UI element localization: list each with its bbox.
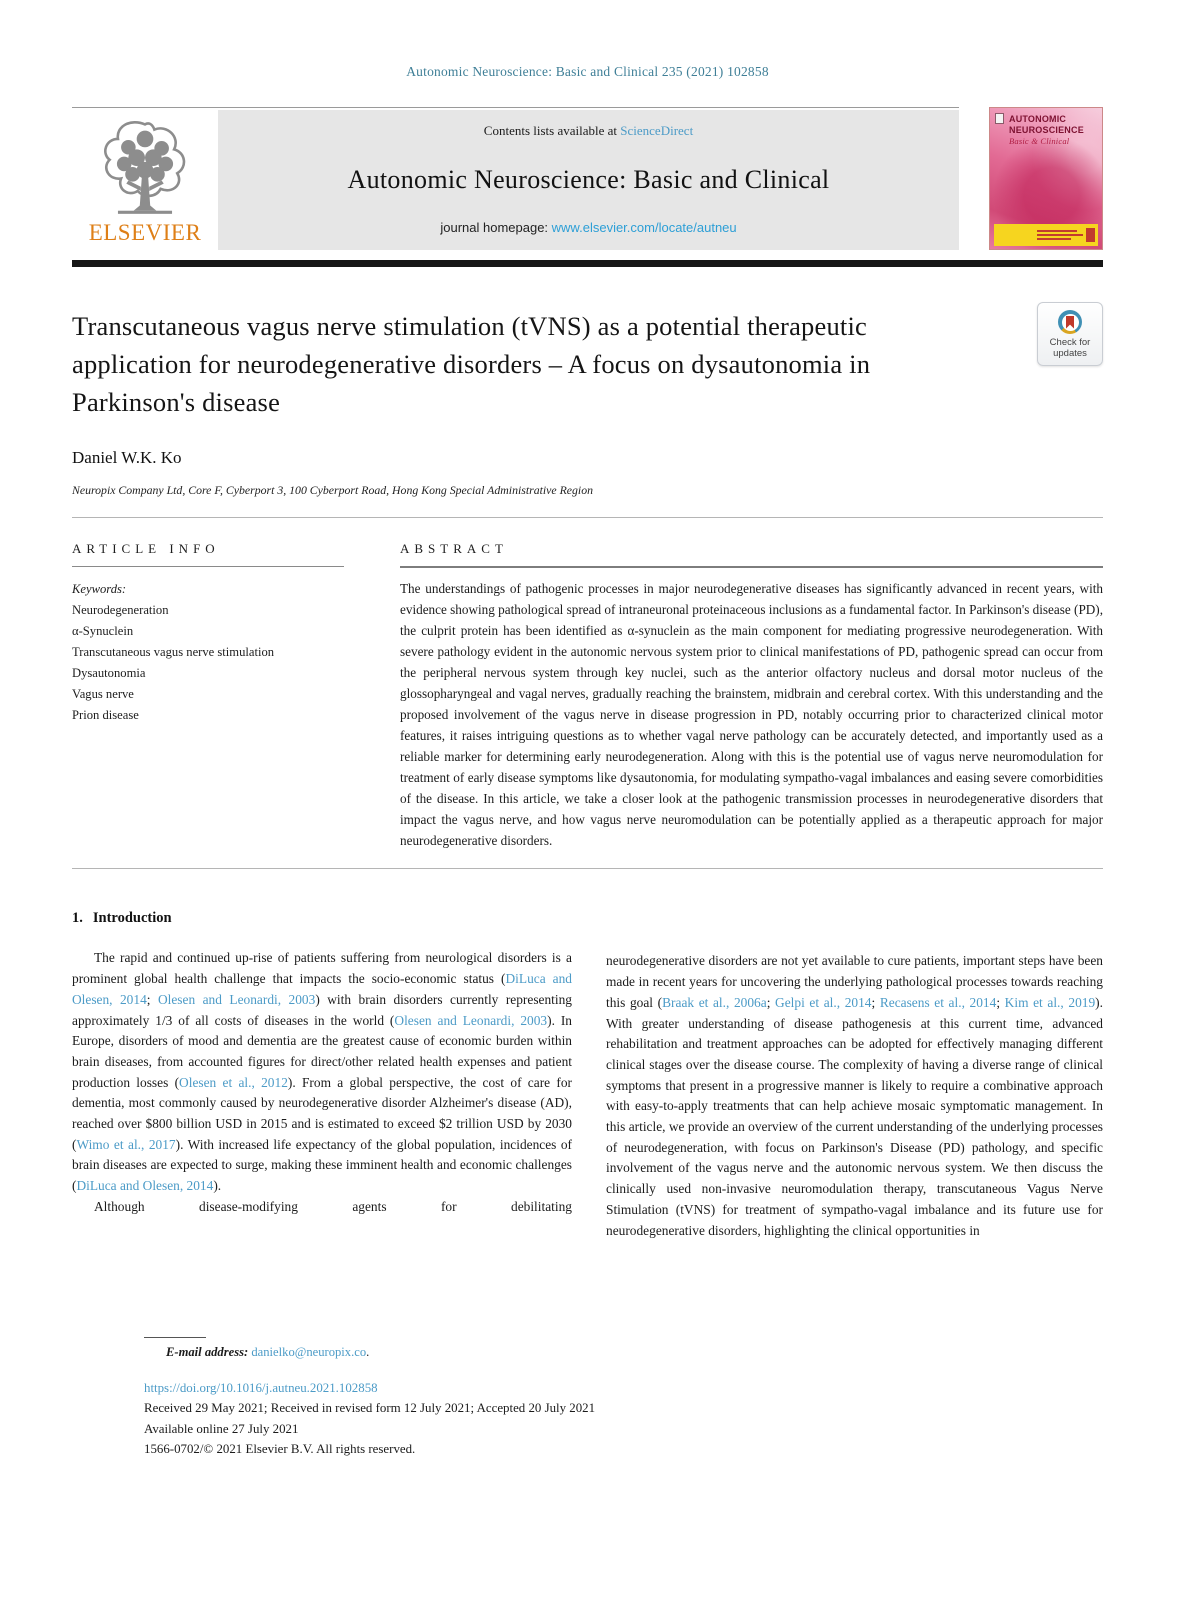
badge-line1: Check for — [1049, 337, 1091, 348]
text-segment: ; — [766, 994, 776, 1010]
cover-publisher-mark — [995, 113, 1004, 124]
email-suffix: . — [366, 1345, 370, 1359]
horizontal-rule — [72, 868, 1103, 869]
citation-link[interactable]: Recasens et al., 2014 — [879, 994, 997, 1010]
citation-link[interactable]: Wimo et al., 2017 — [76, 1136, 176, 1152]
badge-text — [1042, 337, 1098, 360]
journal-banner — [72, 107, 1103, 251]
doi-link[interactable]: https://doi.org/10.1016/j.autneu.2021.102858 — [144, 1381, 378, 1395]
citation-link[interactable]: DiLuca and Olesen, 2014 — [72, 971, 573, 1007]
abstract-heading: ABSTRACT — [400, 541, 508, 557]
check-for-updates-badge[interactable] — [1037, 302, 1103, 366]
elsevier-wordmark: ELSEVIER — [88, 220, 202, 245]
homepage-prefix: journal homepage: — [440, 220, 552, 235]
footnote — [144, 1337, 784, 1360]
abstract-text: The understandings of pathogenic processes in major neurodegenerative diseases has significantly advanced in recent years, with evidence showing pathological spread of intraneuronal proteinaceous inclusions as a fundamental factor. In Parkinson's disease (PD), the culprit protein has been identified as α-synuclein as the main component for mediating progressive neurodegeneration. With severe pathology evident in the autonomic nervous system prior to clinical manifestations of PD, pathogenic spread can occur from the peripheral nervous system through key nuclei, such as the anterior olfactory nucleus and dorsal motor nucleus of the glossopharyngeal and vagal nerves, gradually reaching the brainstem, midbrain and cerebral cortex. With this understanding and the proposed involvement of the vagus nerve in disease progression in PD, notably occurring prior to characterized clinical motor features, it raises intriguing questions as to whether vagal nerve pathology can be accurately detected, and importantly used as a reliable marker for determining early neurodegeneration. Along with this is the potential use of vagus nerve neuromodulation for treatment of early disease symptoms like dysautonomia, for modulating sympatho-vagal imbalances and easing severe comorbidities of the disease. In this article, we take a closer look at the pathogenic transmission processes in neurodegenerative disorders that impact the vagus nerve, and how vagus nerve neuromodulation can be potentially applied as a therapeutic approach for major neurodegenerative disorders. — [400, 581, 1103, 848]
introduction-section — [72, 910, 1103, 1241]
text-segment: ). With greater understanding of disease pathogenesis at this current time, advanced rehabilitation and treatment approaches can be adopted for effectively managing different clinical stages over the disease course. The complexity of having a diverse range of clinical symptoms that present in a progressive manner is likely to require a combinative approach with easy-to-apply treatments that can help achieve mosaic symptomatic management. In this article, we provide an overview of the current understanding of the underlying processes of neurodegeneration, with focus on Parkinson's Disease (PD) pathology, and specific involvement of the vagus nerve and the autonomic nervous system. We then discuss the clinically used non-invasive neuromodulation therapy, transcutaneous Vagus Nerve Stimulation (tVNS) for treatment of sympatho-vagal imbalance and its future use for neurodegenerative disorders, highlighting the clinical opportunities in — [606, 994, 1103, 1238]
copyright-line: 1566-0702/© 2021 Elsevier B.V. All rights reserved. — [144, 1441, 416, 1456]
section-number: 1. — [72, 910, 83, 927]
received-dates: Received 29 May 2021; Received in revised form 12 July 2021; Accepted 20 July 2021 — [144, 1401, 596, 1416]
cover-subtitle: Basic & Clinical — [1009, 136, 1070, 147]
horizontal-rule — [72, 566, 344, 567]
intro-left-column — [72, 910, 572, 1241]
citation-link[interactable]: Gelpi et al., 2014 — [775, 994, 872, 1010]
citation-link[interactable]: Olesen and Leonardi, 2003 — [394, 1012, 548, 1028]
text-segment: neurodegenerative disorders are not yet available to cure patients, important steps have been made in recent years for uncovering the underlying pathological processes towards reaching this goal ( — [606, 953, 1103, 1010]
cover-society-mark — [1086, 228, 1095, 242]
section-heading-introduction — [72, 910, 572, 927]
keyword-item: α-Synuclein — [72, 624, 134, 639]
banner-gray-panel — [218, 110, 959, 250]
email-label: E-mail address: — [166, 1345, 249, 1359]
banner-main — [72, 107, 959, 251]
divider-bar — [72, 260, 1103, 267]
footnote-rule — [144, 1337, 206, 1338]
journal-homepage-link[interactable]: www.elsevier.com/locate/autneu — [551, 220, 737, 235]
text-segment: ). — [213, 1178, 222, 1194]
keyword-item: Dysautonomia — [72, 666, 146, 681]
elsevier-logo[interactable] — [72, 110, 218, 251]
elsevier-tree-icon — [93, 114, 197, 218]
text-segment: ). From a global perspective, the cost of care for dementia, most commonly caused by neurodegenerative disorder Alzheimer's disease (AD), reached over $800 billion USD in 2015 and is estimated to exceed $2 trillion USD by 2030 ( — [72, 1074, 572, 1152]
text-segment: ; — [146, 991, 158, 1007]
article-info-heading: ARTICLE INFO — [72, 541, 220, 557]
citation-link[interactable]: Kim et al., 2019 — [1004, 994, 1096, 1010]
page-content — [72, 0, 1103, 1456]
badge-line2: updates — [1053, 348, 1087, 360]
text-segment: The rapid and continued up-rise of patients suffering from neurological disorders is a prominent global health challenge that impacts the socio-economic status ( — [72, 950, 572, 987]
sciencedirect-link[interactable]: ScienceDirect — [620, 123, 694, 138]
intro-paragraph-3 — [606, 951, 1103, 1241]
author-affiliation: Neuropix Company Ltd, Core F, Cyberport 3, 100 Cyberport Road, Hong Kong Special Administrative Region — [72, 483, 593, 498]
citation-link[interactable]: Olesen et al., 2012 — [179, 1074, 288, 1090]
bookmark-icon — [1066, 316, 1074, 329]
cover-title — [1009, 114, 1098, 146]
cover-yellow-band — [994, 224, 1098, 246]
publication-footer — [144, 1378, 595, 1459]
abstract-column — [400, 541, 1103, 851]
citation-link[interactable]: DiLuca and Olesen, 2014 — [76, 1178, 214, 1194]
citation-link[interactable]: Olesen and Leonardi, 2003 — [157, 991, 316, 1007]
text-segment: ; — [871, 994, 880, 1010]
journal-citation: Autonomic Neuroscience: Basic and Clinical 235 (2021) 102858 — [406, 64, 769, 79]
contents-prefix: Contents lists available at — [483, 123, 621, 138]
keywords-list — [72, 600, 344, 725]
keyword-item: Vagus nerve — [72, 686, 134, 701]
text-segment: ). In Europe, disorders of mood and dementia are the greatest cause of economic burden within brain diseases, from accounted figures for direct/other related health expenses and patient production losses ( — [72, 1012, 572, 1090]
intro-paragraph-1 — [72, 948, 572, 1196]
crossmark-icon — [1058, 310, 1082, 334]
keyword-item: Prion disease — [72, 707, 139, 722]
text-segment: ; — [996, 994, 1005, 1010]
intro-paragraph-2: Although disease-modifying agents for debilitating — [94, 1198, 572, 1214]
author-name: Daniel W.K. Ko — [72, 448, 182, 468]
info-abstract-section — [72, 541, 1103, 851]
homepage-line — [228, 220, 949, 235]
journal-title: Autonomic Neuroscience: Basic and Clinical — [347, 164, 830, 194]
horizontal-rule — [72, 517, 1103, 518]
available-online: Available online 27 July 2021 — [144, 1421, 299, 1436]
cover-title-line2: NEUROSCIENCE — [1009, 124, 1084, 135]
citation-link[interactable]: Braak et al., 2006a — [662, 994, 767, 1010]
keyword-item: Transcutaneous vagus nerve stimulation — [72, 645, 275, 660]
horizontal-rule — [400, 566, 1103, 568]
text-segment: ) with brain disorders currently representing approximately 1/3 of all costs of diseases in the world ( — [72, 991, 572, 1028]
email-line — [144, 1345, 784, 1360]
text-segment: ). With increased life expectancy of the global population, incidences of brain diseases are expected to surge, making these imminent health and economic challenges ( — [72, 1136, 573, 1194]
journal-cover-thumbnail[interactable] — [989, 107, 1103, 250]
article-title: Transcutaneous vagus nerve stimulation (tVNS) as a potential therapeutic application for neurodegenerative disorders – A focus on dysautonomia in Parkinson's disease — [72, 311, 871, 418]
section-label: Introduction — [92, 910, 172, 927]
contents-line — [228, 123, 949, 139]
title-row — [72, 307, 1103, 421]
email-link[interactable]: danielko@neuropix.co — [251, 1345, 367, 1359]
intro-right-column — [606, 910, 1103, 1241]
cover-title-line1: AUTONOMIC — [1009, 114, 1067, 124]
keywords-label: Keywords: — [72, 582, 127, 597]
keyword-item: Neurodegeneration — [72, 603, 169, 618]
cover-band-text-lines — [1037, 230, 1083, 240]
article-info-column — [72, 541, 344, 851]
